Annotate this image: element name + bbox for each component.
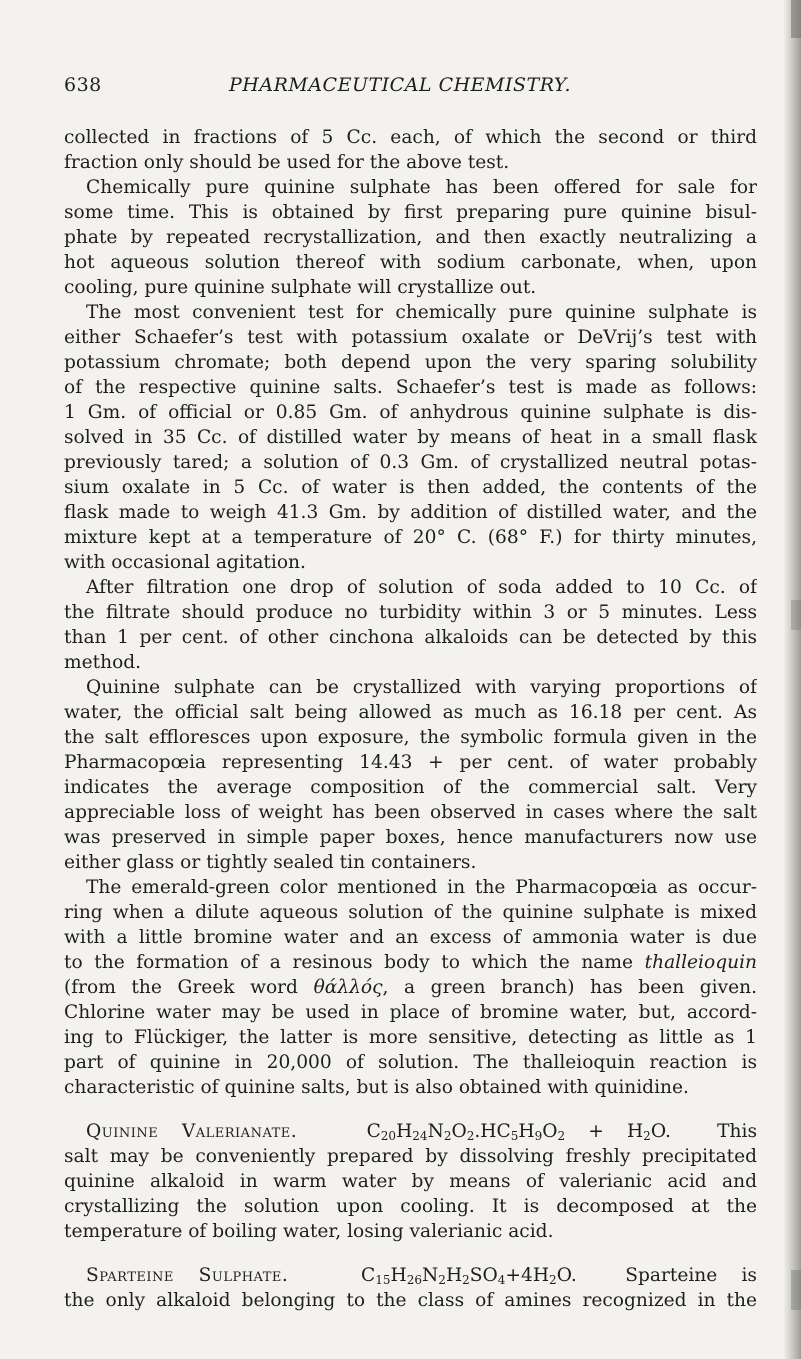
text-segment: Sparteine is bbox=[625, 1265, 757, 1286]
italic-term: thalleioquin bbox=[644, 952, 757, 973]
text-segment: to the formation of a resinous body to which the name bbox=[64, 952, 634, 973]
text-line: Pharmacopœia representing 14.43 + per cent. of water probably bbox=[64, 752, 757, 773]
text-line: part of quinine in 20,000 of solution. The thalleioquin reaction is bbox=[64, 1052, 757, 1073]
text-segment: , a green branch) has been given. bbox=[382, 977, 757, 998]
text-line: potassium chromate; both depend upon the very sparing solubility bbox=[64, 352, 757, 373]
text-line: some time. This is obtained by first preparing pure quinine bisul- bbox=[64, 202, 757, 223]
text-line: water, the official salt being allowed as much as 16.18 per cent. As bbox=[64, 702, 757, 723]
text-line: mixture kept at a temperature of 20° C. (68° F.) for thirty minutes, bbox=[64, 527, 757, 548]
text-line: The most convenient test for chemically pure quinine sulphate is bbox=[86, 302, 757, 323]
running-header bbox=[64, 74, 754, 104]
text-line: the salt effloresces upon exposure, the symbolic formula given in the bbox=[64, 727, 757, 748]
text-line: appreciable loss of weight has been observed in cases where the salt bbox=[64, 802, 757, 823]
text-line: was preserved in simple paper boxes, hence manufacturers now use bbox=[64, 827, 757, 848]
page-edge-mark bbox=[791, 0, 801, 38]
text-line: flask made to weigh 41.3 Gm. by addition of distilled water, and the bbox=[64, 502, 757, 523]
section-heading: Sparteine Sulphate. bbox=[86, 1265, 289, 1286]
text-line: Quinine sulphate can be crystallized with varying proportions of bbox=[86, 677, 757, 698]
text-line: solved in 35 Cc. of distilled water by means of heat in a small flask bbox=[64, 427, 757, 448]
text-segment: This bbox=[717, 1121, 757, 1142]
text-line: phate by repeated recrystallization, and then exactly neutralizing a bbox=[64, 227, 757, 248]
text-line: sium oxalate in 5 Cc. of water is then added, the contents of the bbox=[64, 477, 757, 498]
text-line: 1 Gm. of official or 0.85 Gm. of anhydrous quinine sulphate is dis- bbox=[64, 402, 757, 423]
text-line: temperature of boiling water, losing valerianic acid. bbox=[64, 1221, 554, 1242]
text-line bbox=[64, 975, 757, 1000]
page-number: 638 bbox=[64, 74, 102, 96]
section-gap bbox=[64, 1244, 757, 1263]
greek-word: θάλλός bbox=[313, 977, 383, 998]
text-line: Chemically pure quinine sulphate has been offered for sale for bbox=[86, 177, 757, 198]
text-line: with occasional agitation. bbox=[64, 552, 306, 573]
text-line: the only alkaloid belonging to the class of amines recognized in the bbox=[64, 1290, 757, 1311]
text-line: salt may be conveniently prepared by dissolving freshly precipitated bbox=[64, 1146, 757, 1167]
text-line: previously tared; a solution of 0.3 Gm. of crystallized neutral potas- bbox=[64, 452, 757, 473]
section-heading-line bbox=[64, 1263, 757, 1288]
text-line: method. bbox=[64, 652, 142, 673]
text-line: crystallizing the solution upon cooling. It is decomposed at the bbox=[64, 1196, 757, 1217]
chemical-formula: $C_{20}H_{24}N_2O_2.HC_5H_9O_2 + H_2O$. bbox=[366, 1121, 671, 1143]
page-edge-shadow bbox=[783, 0, 801, 1359]
text-line: After filtration one drop of solution of soda added to 10 Cc. of bbox=[86, 577, 757, 598]
text-line: hot aqueous solution thereof with sodium carbonate, when, upon bbox=[64, 252, 757, 273]
text-line: indicates the average composition of the commercial salt. Very bbox=[64, 777, 757, 798]
text-line: Chlorine water may be used in place of bromine water, but, accord- bbox=[64, 1002, 757, 1023]
text-line: ing to Flückiger, the latter is more sensitive, detecting as little as 1 bbox=[64, 1027, 757, 1048]
text-line: collected in fractions of 5 Cc. each, of which the second or third bbox=[64, 127, 757, 148]
text-line: with a little bromine water and an excess of ammonia water is due bbox=[64, 927, 757, 948]
page-edge-mark bbox=[791, 1270, 801, 1310]
text-line: either glass or tightly sealed tin containers. bbox=[64, 852, 477, 873]
page-edge-mark bbox=[791, 600, 801, 630]
text-line: either Schaefer’s test with potassium oxalate or DeVrij’s test with bbox=[64, 327, 757, 348]
chemical-formula: $C_{15}H_{26}N_2H_2SO_4+4H_2O$. bbox=[361, 1265, 577, 1287]
section-heading-line bbox=[64, 1119, 757, 1144]
text-line bbox=[64, 950, 757, 975]
text-line: ring when a dilute aqueous solution of the quinine sulphate is mixed bbox=[64, 902, 757, 923]
text-segment: (from the Greek word bbox=[64, 977, 298, 998]
text-line: of the respective quinine salts. Schaefer’s test is made as follows: bbox=[64, 377, 757, 398]
body-text bbox=[64, 125, 757, 1313]
text-line: The emerald-green color mentioned in the Pharmacopœia as occur- bbox=[86, 877, 757, 898]
text-line: fraction only should be used for the above test. bbox=[64, 152, 510, 173]
text-line: cooling, pure quinine sulphate will crystallize out. bbox=[64, 277, 537, 298]
text-line: characteristic of quinine salts, but is also obtained with quinidine. bbox=[64, 1077, 689, 1098]
text-line: the filtrate should produce no turbidity within 3 or 5 minutes. Less bbox=[64, 602, 757, 623]
text-line: than 1 per cent. of other cinchona alkaloids can be detected by this bbox=[64, 627, 757, 648]
running-title: PHARMACEUTICAL CHEMISTRY. bbox=[229, 74, 572, 96]
section-gap bbox=[64, 1100, 757, 1119]
section-heading: Quinine Valerianate. bbox=[86, 1121, 298, 1142]
text-line: quinine alkaloid in warm water by means of valerianic acid and bbox=[64, 1171, 757, 1192]
